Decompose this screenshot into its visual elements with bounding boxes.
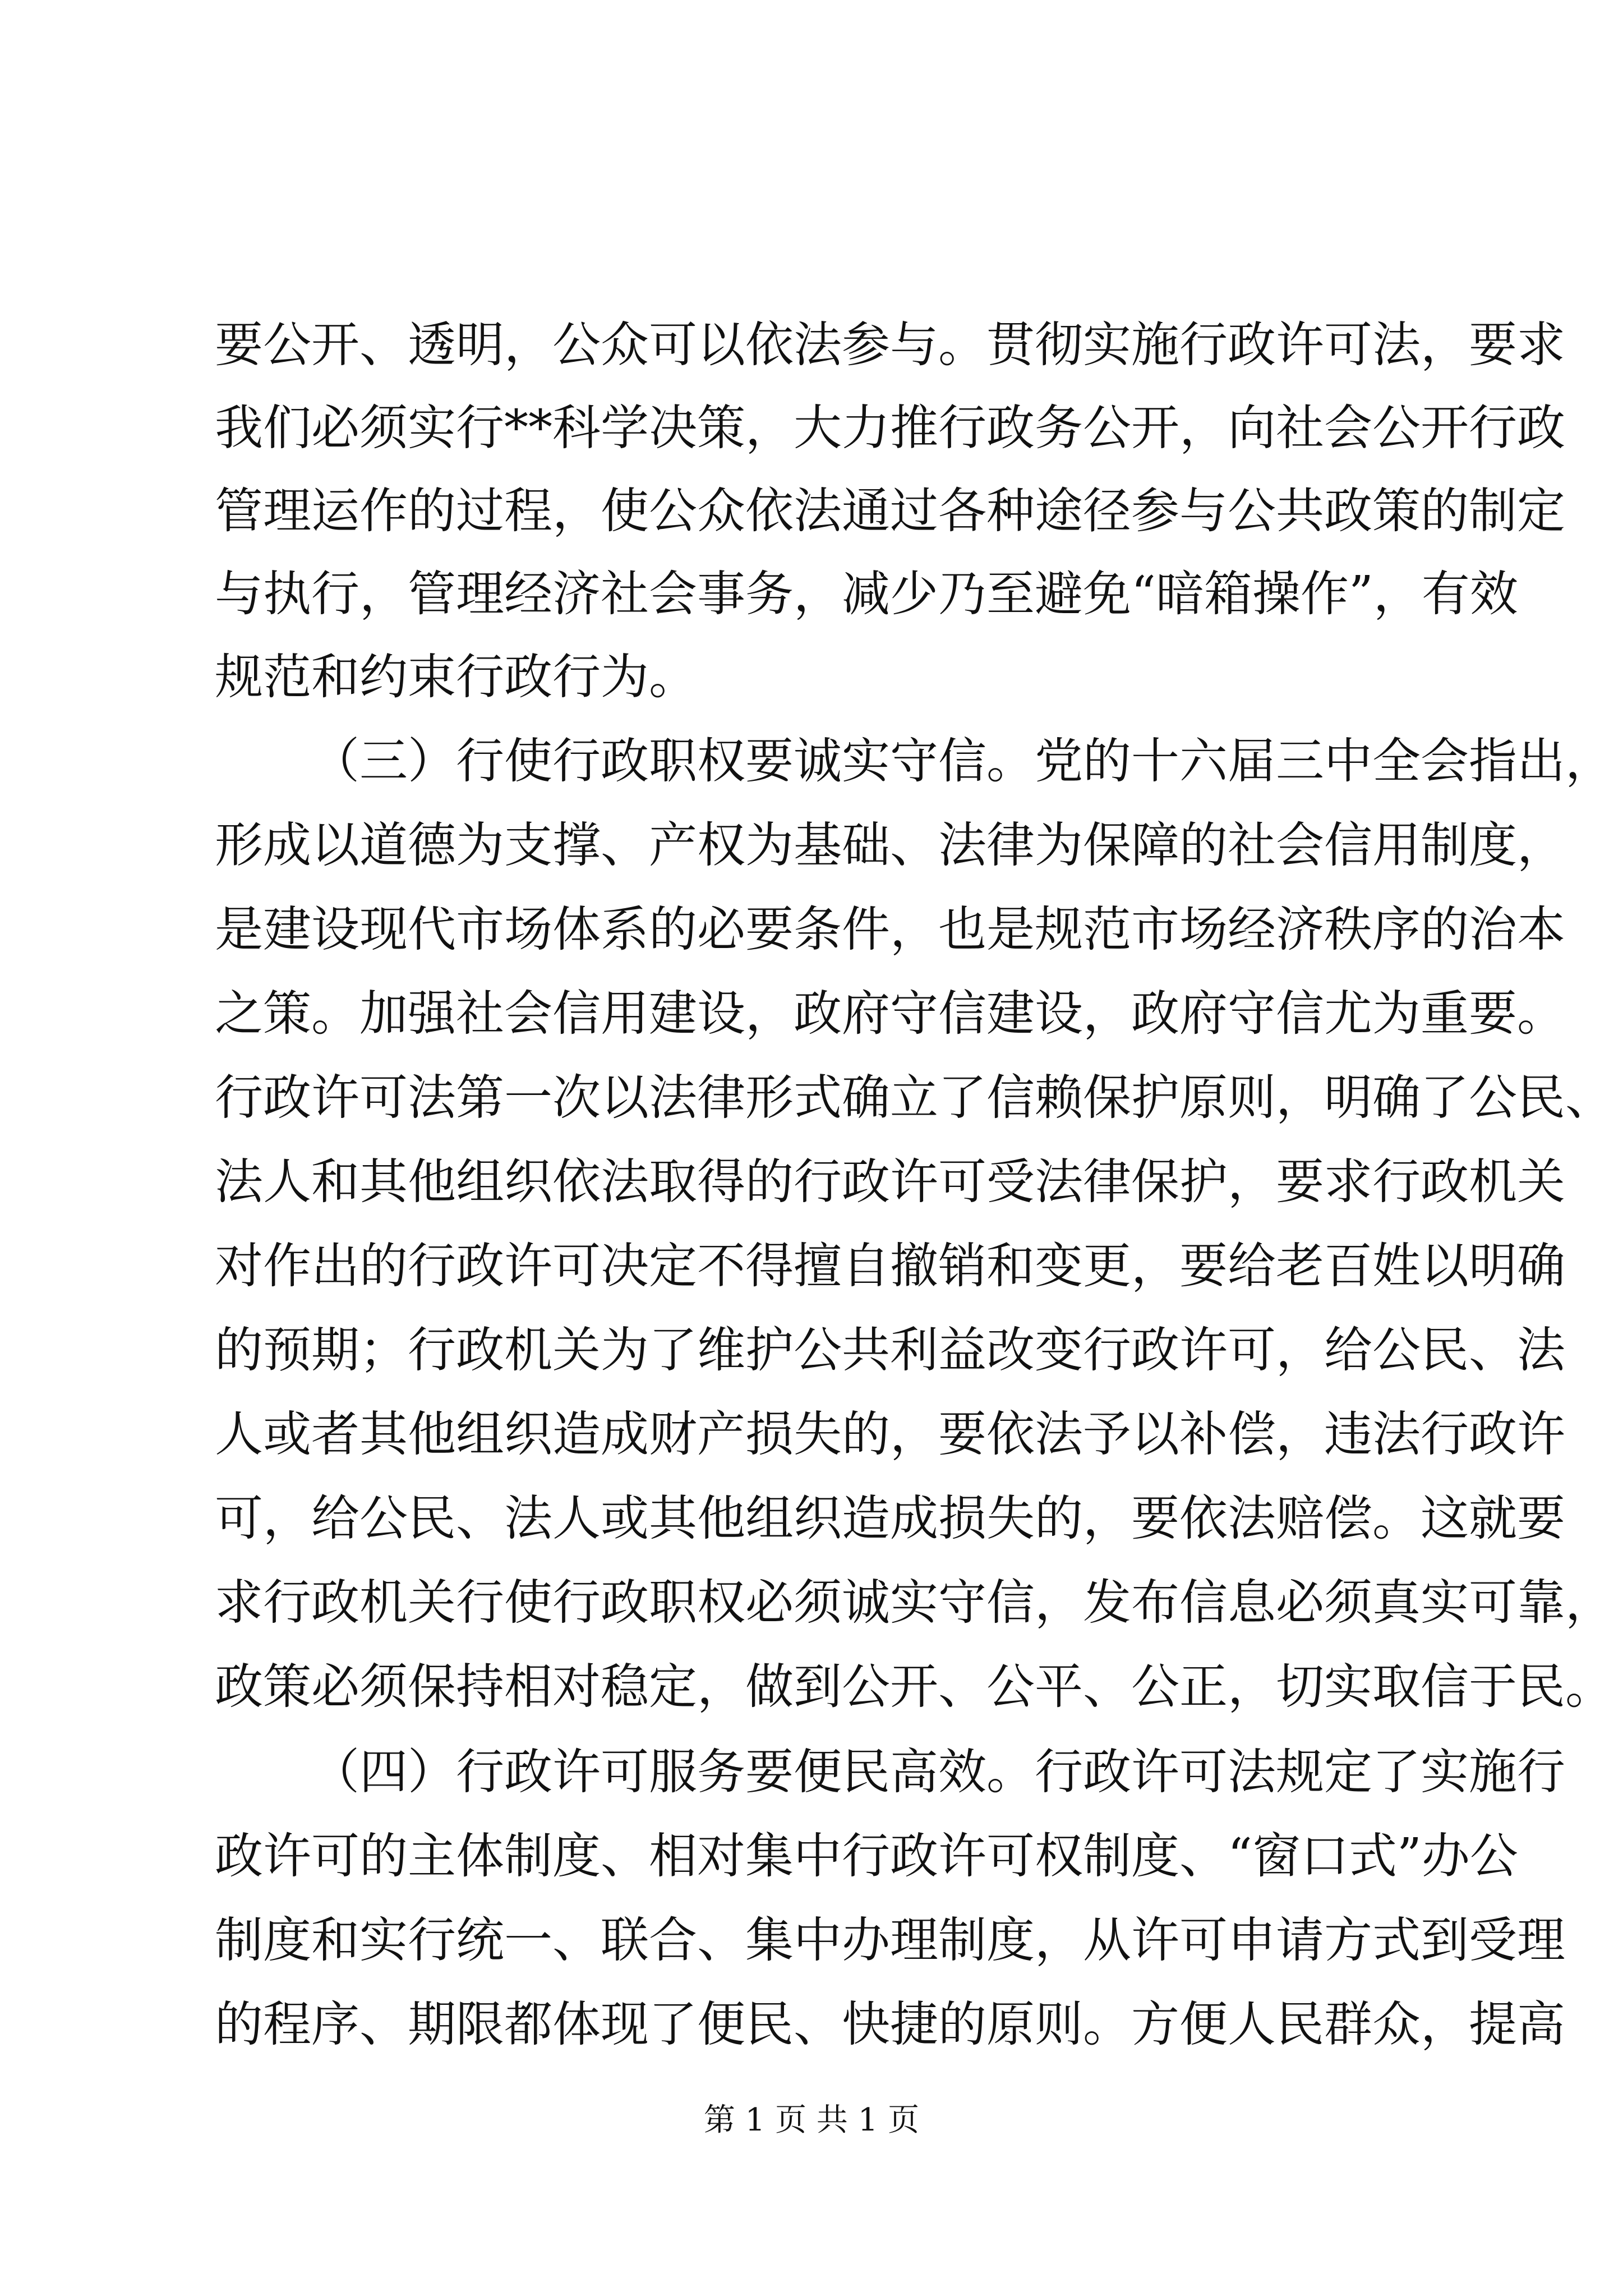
text-line: 我们必须实行**科学决策，大力推行政务公开，向社会公开行政 (215, 400, 1565, 456)
text-line: 可，给公民、法人或其他组织造成损失的，要依法赔偿。这就要 (215, 1490, 1565, 1547)
page-number-footer: 第 1 页 共 1 页 (703, 2102, 920, 2138)
text-line: 求行政机关行使行政职权必须诚实守信，发布信息必须真实可靠， (215, 1575, 1613, 1631)
text-line: 对作出的行政许可决定不得擅自撤销和变更，要给老百姓以明确 (215, 1238, 1565, 1294)
text-line: 管理运作的过程，使公众依法通过各种途径参与公共政策的制定 (215, 483, 1565, 539)
text-line: 政许可的主体制度、相对集中行政许可权制度、“窗口式”办公 (215, 1828, 1518, 1884)
text-line: 行政许可法第一次以法律形式确立了信赖保护原则，明确了公民、 (215, 1070, 1613, 1126)
text-line: 的程序、期限都体现了便民、快捷的原则。方便人民群众，提高 (215, 1996, 1565, 2053)
text-line: 是建设现代市场体系的必要条件，也是规范市场经济秩序的治本 (215, 901, 1565, 958)
text-line: 的预期；行政机关为了维护公共利益改变行政许可，给公民、法 (215, 1322, 1565, 1378)
text-line: 之策。加强社会信用建设，政府守信建设，政府守信尤为重要。 (215, 986, 1565, 1042)
text-line: 制度和实行统一、联合、集中办理制度，从许可申请方式到受理 (215, 1912, 1565, 1968)
text-line: 形成以道德为支撑、产权为基础、法律为保障的社会信用制度， (215, 817, 1565, 873)
text-line: 法人和其他组织依法取得的行政许可受法律保护，要求行政机关 (215, 1154, 1565, 1210)
text-line: 规范和约束行政行为。 (215, 649, 697, 705)
text-line: 要公开、透明，公众可以依法参与。贯彻实施行政许可法，要求 (215, 317, 1565, 373)
text-line: 人或者其他组织造成财产损失的，要依法予以补偿，违法行政许 (215, 1406, 1565, 1462)
text-line: 政策必须保持相对稳定，做到公开、公平、公正，切实取信于民。 (215, 1659, 1613, 1715)
section-heading-line: （三）行使行政职权要诚实守信。党的十六届三中全会指出， (311, 733, 1613, 789)
text-line: 与执行，管理经济社会事务，减少乃至避免“暗箱操作”，有效 (215, 566, 1518, 622)
section-heading-line: （四）行政许可服务要便民高效。行政许可法规定了实施行 (311, 1744, 1565, 1800)
